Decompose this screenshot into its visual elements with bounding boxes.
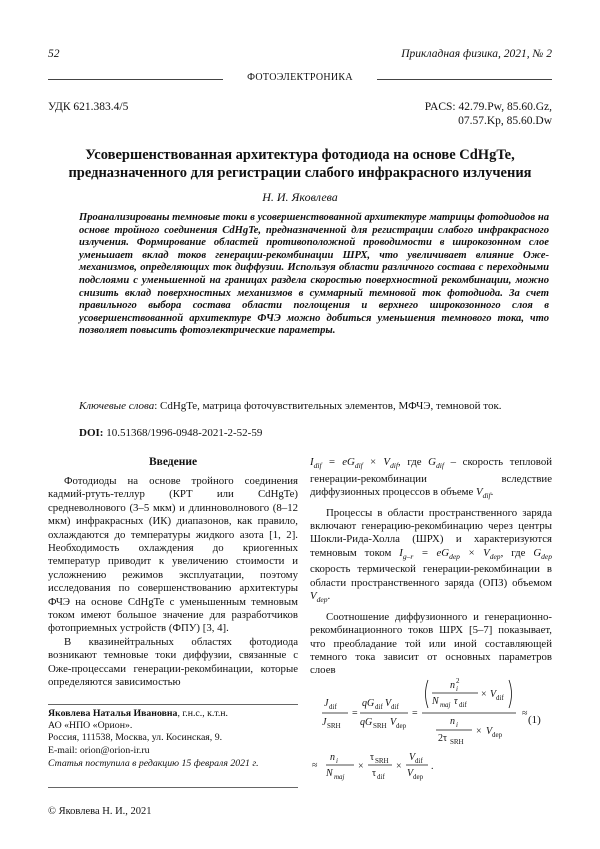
svg-text:V: V	[407, 768, 414, 779]
title-line-2: предназначенного для регистрации слабого инфракрасного излучения	[68, 165, 532, 181]
symbol-vdep: $V_{dep}$	[310, 590, 328, 605]
pacs-line-2: 07.57.Kp, 85.60.Dw	[458, 115, 552, 127]
svg-text:×: ×	[476, 726, 482, 737]
title-line-1: Усовершенствованная архитектура фотодиода на основе CdHgTe,	[85, 147, 515, 163]
doi-value: 10.51368/1996-0948-2021-2-52-59	[106, 427, 263, 439]
svg-text:=: =	[412, 708, 418, 719]
affiliation-org: АО «НПО «Орион».	[48, 720, 133, 732]
affiliation-email: E-mail: orion@orion-ir.ru	[48, 744, 150, 756]
svg-text:J: J	[322, 717, 327, 728]
affiliation-bottom-rule	[48, 787, 298, 788]
svg-text:dif: dif	[459, 701, 467, 709]
pacs-line-1: PACS: 42.79.Pw, 85.60.Gz,	[424, 101, 552, 113]
svg-text:i: i	[456, 685, 458, 693]
pacs-codes	[425, 100, 552, 128]
svg-text:maj: maj	[334, 773, 345, 781]
doi-label: DOI:	[79, 427, 104, 439]
svg-text:dif: dif	[496, 694, 504, 702]
svg-text:.: .	[431, 761, 434, 772]
affiliation-degree: , г.н.с., к.т.н.	[177, 708, 228, 719]
equation-number: (1)	[528, 714, 541, 726]
keywords-label: Ключевые слова	[79, 400, 155, 412]
intro-heading: Введение	[148, 456, 198, 468]
svg-text:×: ×	[481, 689, 487, 700]
svg-text:J: J	[324, 698, 329, 709]
svg-text:qG: qG	[360, 717, 373, 728]
svg-text:τ: τ	[454, 696, 458, 707]
svg-text:τ: τ	[372, 768, 377, 779]
right-column	[310, 456, 552, 678]
svg-text:n: n	[450, 716, 455, 727]
svg-text:×: ×	[358, 761, 364, 772]
eq-idif: $I_{dif} = eG_{dif} \times V_{dif}$	[310, 456, 398, 471]
svg-text:=: =	[352, 708, 358, 719]
left-column	[48, 475, 298, 690]
svg-text:dep: dep	[413, 773, 424, 781]
svg-text:maj: maj	[440, 701, 451, 709]
right-paragraph-1-rest: – скорость тепловой генерации-рекомбинации вследствие диффузионных процессов в объеме	[310, 456, 553, 498]
section-label: ФОТОЭЛЕКТРОНИКА	[247, 72, 353, 83]
svg-text:2: 2	[456, 677, 460, 685]
section-rule-right	[377, 79, 552, 80]
right-paragraph-3: Соотношение диффузионного и генерационно-рекомбинационного токов ШРХ [5–7] показывает, что преобладание той или иной составляющей темного тока зависит от основных параметров слоев	[310, 610, 552, 677]
svg-text:τ: τ	[370, 752, 375, 763]
right-paragraph-2-where: , где	[500, 546, 526, 559]
right-paragraph-2: Процессы в области пространственного заряда включают генерацию-рекомбинацию через центры Шокли-Рида-Холла (ШРХ) и характеризуются темновым током $I_{g-r} = eG_{dep} \times V_{dep}$, где $G_{dep}$ скорость термической генерации-рекомбинации в области пространственного заряда (ОПЗ) объемом $V_{dep}$.	[310, 506, 553, 605]
svg-text:dif: dif	[391, 703, 399, 711]
received-date: Статья поступила в редакцию 15 февраля 2021 г.	[48, 757, 259, 769]
footnote-rule	[48, 704, 298, 705]
svg-text:dep: dep	[492, 731, 503, 739]
udk-code: УДК 621.383.4/5	[48, 101, 129, 113]
svg-text:V: V	[490, 689, 497, 700]
paper-title	[60, 146, 540, 182]
symbol-vdif: $V_{dif}$	[476, 485, 491, 501]
svg-text:≈: ≈	[522, 708, 528, 719]
svg-text:V: V	[385, 698, 392, 709]
svg-text:SRH: SRH	[375, 757, 389, 765]
author-affiliation	[48, 708, 308, 770]
svg-text:≈: ≈	[312, 760, 318, 771]
svg-text:SRH: SRH	[327, 722, 341, 730]
svg-text:N: N	[432, 696, 439, 707]
keywords-text: : CdHgTe, матрица фоточувствительных элементов, МФЧЭ, темновой ток.	[154, 400, 502, 412]
svg-text:V: V	[486, 726, 493, 737]
affiliation-name: Яковлева Наталья Ивановна	[48, 708, 178, 719]
abstract: Проанализированы темновые токи в усовершенствованной архитектуре матрицы фотодиодов на основе тройного соединения CdHgTe, предназначенной для регистрации слабого инфракрасного излучения. Формирование областей противоположной проводимости в широкозонном слое уменьшает вклад токов генерации-рекомбинации ШРХ, что увеличивает влияние Оже-механизмов, определяющих ток диффузии. Используя области различного состава с переходными подслоями с уменьшенной на границах раздела скоростью поверхностной рекомбинации, можно снизить вклад поверхностных механизмов в суммарный темновой ток фотодиода. За счет правильного выбора состава области поглощения и верхнего широкозонного слоя в усовершенствованной архитектуре ФЧЭ можно добиться уменьшения темнового тока, что позволяет повысить фотоэлектрические параметры.	[79, 212, 549, 337]
svg-text:V: V	[409, 752, 416, 763]
intro-paragraph-2: В квазинейтральных областях фотодиода возникают темновые токи диффузии, связанные с Оже-процессами генерации-рекомбинации, которые определяются зависимостью	[48, 635, 298, 689]
svg-text:dif: dif	[375, 703, 383, 711]
svg-text:qG: qG	[362, 698, 375, 709]
section-rule-left	[48, 79, 223, 80]
journal-name: Прикладная физика, 2021, № 2	[401, 48, 552, 60]
svg-text:dif: dif	[415, 757, 423, 765]
svg-text:dif: dif	[377, 773, 385, 781]
svg-text:SRH: SRH	[450, 738, 464, 746]
svg-text:2τ: 2τ	[438, 733, 448, 744]
eq-igr: $I_{g-r} = eG_{dep} \times V_{dep}$	[399, 546, 501, 561]
right-paragraph-2-rest: скорость термической генерации-рекомбинации в области пространственного заряда (ОПЗ) объемом	[310, 563, 552, 589]
eq-idif-tail: , где	[397, 456, 422, 468]
doi	[79, 427, 262, 439]
svg-text:n: n	[330, 752, 335, 763]
svg-text:SRH: SRH	[373, 722, 387, 730]
affiliation-name-line	[48, 708, 308, 720]
equation-1	[310, 672, 560, 782]
svg-text:dif: dif	[329, 703, 337, 711]
svg-text:×: ×	[396, 761, 402, 772]
svg-text:i: i	[456, 721, 458, 729]
intro-paragraph-1: Фотодиоды на основе тройного соединения кадмий-ртуть-теллур (КРТ или CdHgTe) средневолнового (3–5 мкм) и длинноволнового (8–12 мкм) инфракрасных (ИК) диапазонов, как правило, охлаждаются до температуры жидкого азота [1, 2]. Необходимость охлаждения до криогенных температур приводит к увеличению стоимости и усложнению режимов эксплуатации, поэтому исследования по совершенствованию архитектуры ФЧЭ на основе CdHgTe с уменьшенным темновым током имеют большое значение для разработчиков фотоприемных устройств (ФПУ) [3, 4].	[48, 475, 298, 635]
right-paragraph-2-start: Процессы в области пространственного заряда включают генерацию-рекомбинацию через центры Шокли-Рида-Холла (ШРХ) и характеризуются темновым током	[310, 506, 552, 559]
symbol-gdif: $G_{dif}$	[428, 456, 444, 471]
affiliation-address: Россия, 111538, Москва, ул. Косинская, 9.	[48, 732, 223, 744]
right-paragraph-1: $I_{dif} = eG_{dif} \times V_{dif}$, где $G_{dif}$ – скорость тепловой генерации-рекомбинации вследствие диффузионных процессов в объеме $V_{dif}$.	[310, 456, 553, 501]
svg-text:dep: dep	[396, 722, 407, 730]
keywords	[79, 400, 559, 412]
symbol-gdep: $G_{dep}$	[533, 546, 553, 561]
svg-text:V: V	[390, 717, 397, 728]
page-number: 52	[48, 48, 60, 60]
copyright: © Яковлева Н. И., 2021	[48, 806, 152, 817]
equation-1-svg	[310, 672, 560, 782]
svg-text:n: n	[450, 680, 455, 691]
svg-text:i: i	[336, 757, 338, 765]
svg-text:N: N	[326, 768, 333, 779]
author: Н. И. Яковлева	[262, 190, 338, 204]
